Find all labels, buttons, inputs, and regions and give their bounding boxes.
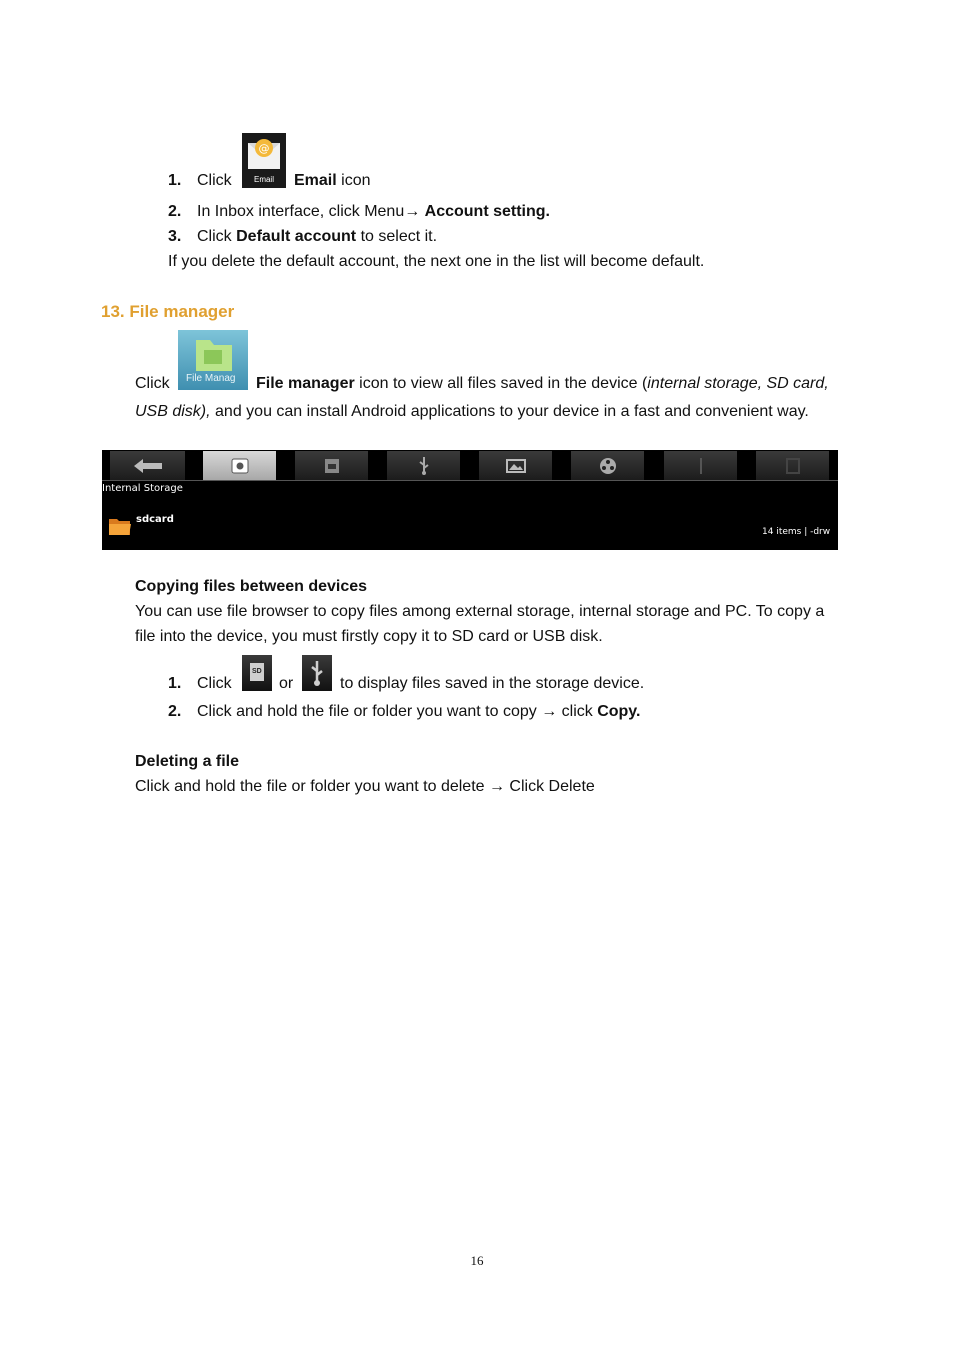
step-number: 3. — [168, 228, 182, 245]
intro-line-1: File manager icon to view all files saved in the device (internal storage, SD card, — [256, 375, 829, 392]
email-icon-label: Email — [253, 175, 274, 184]
section-heading: 13. File manager — [101, 302, 235, 321]
svg-text:@: @ — [258, 142, 270, 155]
sd-card-icon — [324, 458, 340, 474]
storage-label: Internal Storage — [102, 483, 183, 494]
step-number: 1. — [168, 675, 182, 692]
usb-icon — [302, 655, 332, 691]
tools-icon — [697, 458, 705, 474]
back-icon — [134, 459, 162, 473]
clipboard-icon — [786, 458, 800, 474]
sdcard-folder-name[interactable]: sdcard — [136, 514, 174, 525]
usb-icon — [418, 457, 430, 475]
copying-paragraph-line-2: file into the device, you must firstly copy it to SD card or USB disk. — [135, 628, 603, 645]
deleting-text: Click and hold the file or folder you want to delete → Click Delete — [135, 778, 595, 795]
default-account-note: If you delete the default account, the next one in the list will become default. — [168, 253, 705, 270]
image-tab[interactable] — [479, 451, 552, 480]
intro-click-text: Click — [135, 375, 170, 392]
folder-icon — [178, 330, 248, 378]
deleting-heading: Deleting a file — [135, 753, 240, 770]
step-number: 1. — [168, 172, 182, 189]
copying-paragraph-line-1: You can use file browser to copy files among external storage, internal storage and PC. To copy a — [135, 603, 825, 620]
email-app-icon — [242, 133, 286, 188]
intro-line-2: USB disk), and you can install Android applications to your device in a fast and convenient way. — [135, 403, 809, 420]
step-number: 2. — [168, 703, 182, 720]
step-3-text: Click Default account to select it. — [197, 228, 438, 245]
sdcard-folder-icon — [108, 516, 132, 536]
step-number: 2. — [168, 203, 182, 220]
copying-heading: Copying files between devices — [135, 578, 368, 595]
sd-card-button — [242, 655, 272, 691]
clipboard-tab[interactable] — [756, 451, 829, 480]
sd-card-icon-label: SD — [252, 668, 262, 675]
envelope-icon — [242, 133, 286, 177]
step-click-text: Click — [197, 172, 232, 189]
usb-button — [302, 655, 332, 691]
back-tab[interactable] — [110, 451, 185, 480]
usb-tab[interactable] — [387, 451, 460, 480]
sd-card-tab[interactable] — [295, 451, 368, 480]
copy-step-click-text: Click — [197, 675, 232, 692]
step-1-text: Email icon — [294, 172, 371, 189]
page-number: 16 — [470, 1253, 484, 1268]
internal-storage-tab[interactable] — [203, 451, 276, 480]
video-tab[interactable] — [571, 451, 644, 480]
internal-storage-icon — [231, 458, 249, 474]
copy-step-1-rest: to display files saved in the storage device. — [340, 675, 645, 692]
step-2-text: In Inbox interface, click Menu→ Account setting. — [197, 203, 550, 220]
toolbar-divider — [102, 480, 838, 481]
video-icon — [598, 457, 618, 475]
copy-step-or-text: or — [279, 675, 294, 692]
file-manager-app-icon — [178, 330, 248, 390]
file-manager-screenshot — [102, 450, 838, 550]
file-manager-icon-label: File Manag — [186, 373, 236, 384]
copy-step-2-text: Click and hold the file or folder you want to copy → click Copy. — [197, 703, 641, 720]
image-icon — [506, 459, 526, 473]
items-status: 14 items | -drw — [762, 527, 831, 537]
tools-tab[interactable] — [664, 451, 737, 480]
